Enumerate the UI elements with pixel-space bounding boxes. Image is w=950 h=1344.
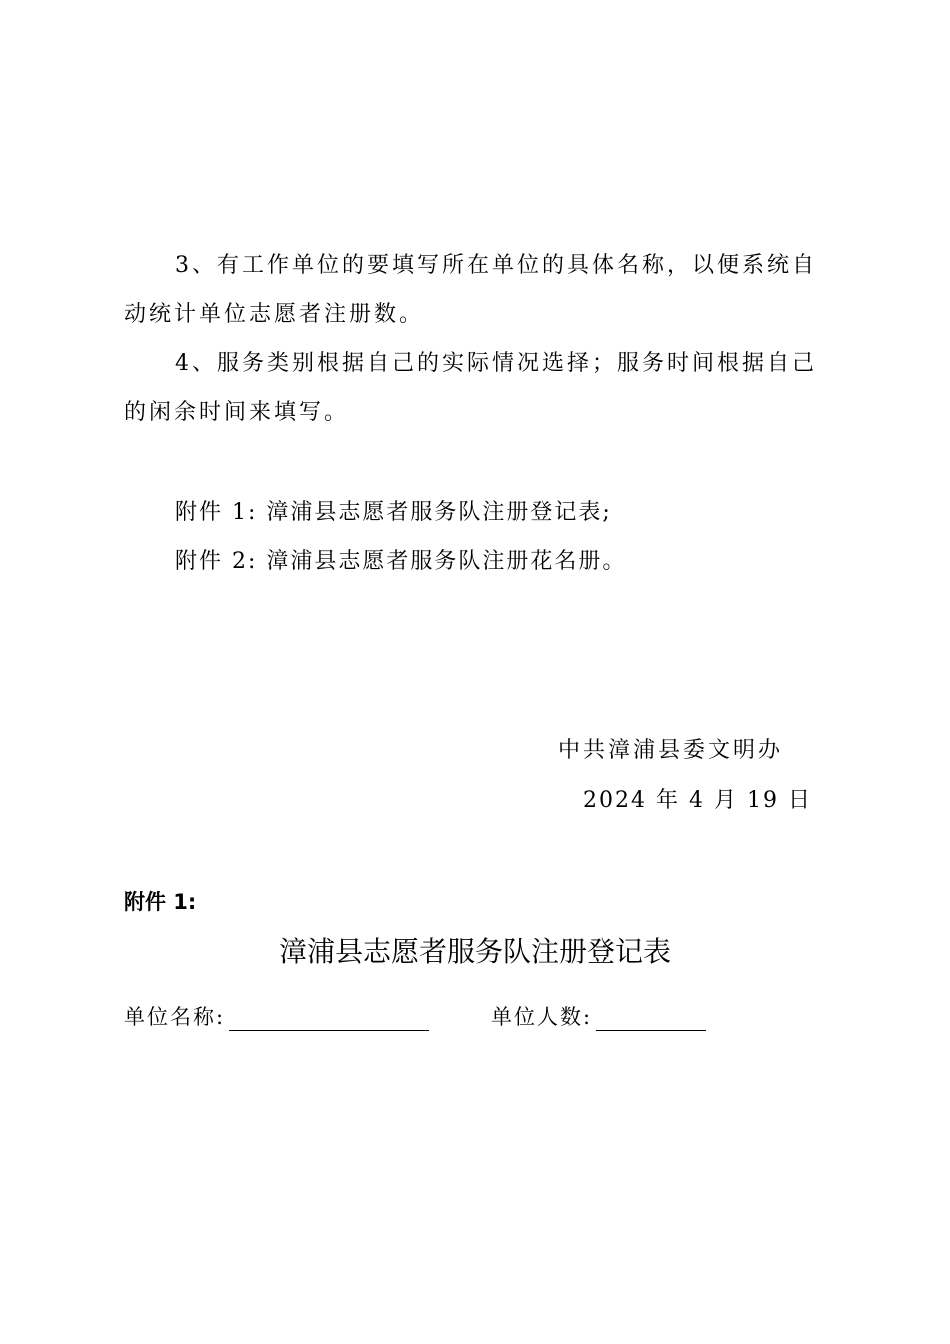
unit-count-blank[interactable] <box>596 1010 706 1031</box>
attachment-item-1: 附件 1: 漳浦县志愿者服务队注册登记表; <box>175 500 612 525</box>
attachment-item-2: 附件 2: 漳浦县志愿者服务队注册花名册。 <box>175 549 627 574</box>
unit-name-blank[interactable] <box>229 1010 429 1031</box>
paragraph-4-line-1: 4、服务类别根据自己的实际情况选择；服务时间根据自己 <box>175 351 817 376</box>
paragraph-3-line-1: 3、有工作单位的要填写所在单位的具体名称，以便系统自 <box>175 253 817 278</box>
unit-count-field <box>491 1003 706 1031</box>
appendix-label: 附件 1: <box>124 890 197 914</box>
paragraph-3-line-2: 动统计单位志愿者注册数。 <box>124 302 425 327</box>
unit-name-label: 单位名称: <box>124 1005 226 1029</box>
issuer-name: 中共漳浦县委文明办 <box>558 738 784 763</box>
paragraph-4-line-2: 的闲余时间来填写。 <box>124 400 350 425</box>
unit-count-label: 单位人数: <box>491 1005 593 1029</box>
unit-name-field <box>124 1003 429 1031</box>
issue-date: 2024 年 4 月 19 日 <box>583 788 812 813</box>
form-title: 漳浦县志愿者服务队注册登记表 <box>278 935 671 968</box>
